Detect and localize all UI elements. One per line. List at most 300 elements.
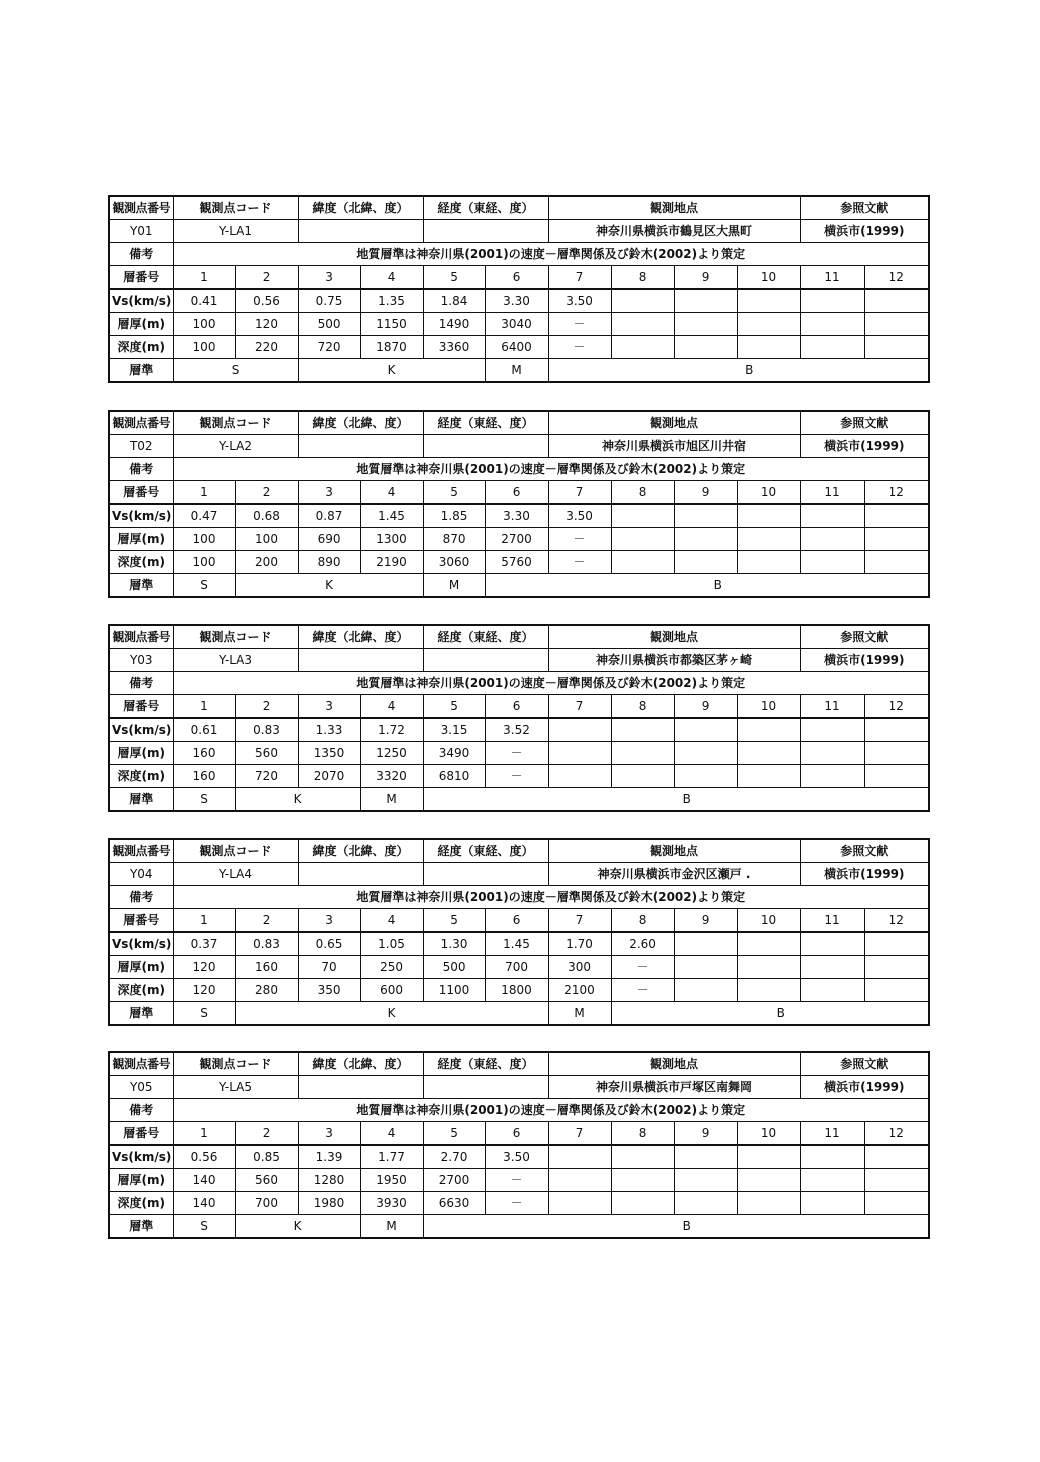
layer-number-cell: 7 xyxy=(548,695,611,719)
vs-cell: 1.30 xyxy=(423,932,485,956)
thickness-row xyxy=(109,956,929,979)
layer-number-row xyxy=(109,1122,929,1146)
layer-number-cell: 6 xyxy=(485,266,548,290)
depth-cell: 100 xyxy=(173,551,235,574)
reference-header: 参照文献 xyxy=(800,839,929,863)
layer-number-cell: 3 xyxy=(298,909,360,933)
stratum-label: 層準 xyxy=(109,574,173,598)
thickness-cell xyxy=(864,1169,929,1192)
header-row xyxy=(109,839,929,863)
station-table xyxy=(108,410,930,598)
station-code: Y-LA2 xyxy=(173,435,298,458)
station-table-3 xyxy=(108,624,930,812)
depth-cell xyxy=(737,765,800,788)
layer-number-cell: 9 xyxy=(674,1122,737,1146)
vs-cell: 1.05 xyxy=(360,932,423,956)
layer-number-cell: 9 xyxy=(674,266,737,290)
station-table xyxy=(108,1051,930,1239)
thickness-cell: 250 xyxy=(360,956,423,979)
vs-cell xyxy=(800,932,864,956)
thickness-cell: 100 xyxy=(173,313,235,336)
stratum-cell: M xyxy=(485,359,548,383)
remarks-label: 備考 xyxy=(109,243,173,266)
depth-cell: 3320 xyxy=(360,765,423,788)
thickness-cell xyxy=(800,742,864,765)
remarks-row xyxy=(109,1099,929,1122)
thickness-cell xyxy=(800,1169,864,1192)
station-no-header: 観測点番号 xyxy=(109,839,173,863)
thickness-cell: 1300 xyxy=(360,528,423,551)
station-code: Y-LA1 xyxy=(173,220,298,243)
layer-number-cell: 12 xyxy=(864,481,929,505)
thickness-cell: 1950 xyxy=(360,1169,423,1192)
vs-cell xyxy=(800,718,864,742)
reference-value: 横浜市(1999) xyxy=(800,1076,929,1099)
station-no: Y01 xyxy=(109,220,173,243)
remarks-label: 備考 xyxy=(109,672,173,695)
depth-cell: 600 xyxy=(360,979,423,1002)
remarks-row xyxy=(109,886,929,909)
layer-number-cell: 4 xyxy=(360,1122,423,1146)
depth-cell xyxy=(674,551,737,574)
vs-label: Vs(km/s) xyxy=(109,1145,173,1169)
depth-cell: 890 xyxy=(298,551,360,574)
vs-cell: 0.75 xyxy=(298,289,360,313)
thickness-label: 層厚(m) xyxy=(109,313,173,336)
depth-cell xyxy=(737,1192,800,1215)
latitude-header: 緯度（北緯、度） xyxy=(298,625,423,649)
stratum-cell: M xyxy=(360,1215,423,1239)
stratum-label: 層準 xyxy=(109,1002,173,1026)
station-table-2 xyxy=(108,410,930,598)
depth-cell: 1870 xyxy=(360,336,423,359)
header-row xyxy=(109,625,929,649)
depth-cell: 160 xyxy=(173,765,235,788)
stratum-cell: K xyxy=(235,1002,548,1026)
reference-header: 参照文献 xyxy=(800,411,929,435)
depth-cell: － xyxy=(548,336,611,359)
vs-cell xyxy=(674,504,737,528)
longitude-header: 経度（東経、度） xyxy=(423,411,548,435)
layer-number-cell: 3 xyxy=(298,266,360,290)
vs-cell xyxy=(737,504,800,528)
latitude-value xyxy=(298,649,423,672)
station-table-5 xyxy=(108,1051,930,1239)
layer-number-cell: 8 xyxy=(611,266,674,290)
stratum-cell: B xyxy=(423,1215,929,1239)
layer-number-cell: 5 xyxy=(423,909,485,933)
location-value: 神奈川県横浜市金沢区瀬戸 . xyxy=(548,863,800,886)
vs-cell: 0.83 xyxy=(235,718,298,742)
thickness-row xyxy=(109,742,929,765)
thickness-cell xyxy=(548,742,611,765)
station-no: Y03 xyxy=(109,649,173,672)
layer-number-cell: 11 xyxy=(800,909,864,933)
depth-cell: － xyxy=(548,551,611,574)
vs-cell xyxy=(737,1145,800,1169)
station-info-row xyxy=(109,863,929,886)
vs-cell: 0.56 xyxy=(235,289,298,313)
thickness-cell xyxy=(800,528,864,551)
vs-cell: 1.77 xyxy=(360,1145,423,1169)
depth-cell xyxy=(611,765,674,788)
vs-cell: 1.70 xyxy=(548,932,611,956)
depth-cell xyxy=(674,765,737,788)
thickness-cell xyxy=(611,1169,674,1192)
location-header: 観測地点 xyxy=(548,625,800,649)
station-info-row xyxy=(109,649,929,672)
latitude-header: 緯度（北緯、度） xyxy=(298,1052,423,1076)
depth-cell xyxy=(864,979,929,1002)
stratum-cell: M xyxy=(360,788,423,812)
depth-cell xyxy=(674,1192,737,1215)
station-code: Y-LA5 xyxy=(173,1076,298,1099)
remarks-label: 備考 xyxy=(109,1099,173,1122)
layer-number-cell: 6 xyxy=(485,909,548,933)
longitude-value xyxy=(423,435,548,458)
depth-cell: － xyxy=(611,979,674,1002)
longitude-value xyxy=(423,220,548,243)
location-header: 観測地点 xyxy=(548,839,800,863)
longitude-value xyxy=(423,649,548,672)
latitude-value xyxy=(298,220,423,243)
depth-cell xyxy=(548,765,611,788)
depth-cell xyxy=(864,1192,929,1215)
thickness-cell xyxy=(674,313,737,336)
thickness-row xyxy=(109,528,929,551)
vs-cell xyxy=(548,1145,611,1169)
layer-number-row xyxy=(109,266,929,290)
layer-number-row xyxy=(109,481,929,505)
layer-number-cell: 12 xyxy=(864,695,929,719)
vs-cell xyxy=(864,504,929,528)
thickness-cell xyxy=(611,528,674,551)
header-row xyxy=(109,1052,929,1076)
stratum-cell: B xyxy=(423,788,929,812)
vs-cell xyxy=(800,504,864,528)
vs-cell: 0.83 xyxy=(235,932,298,956)
station-table xyxy=(108,624,930,812)
depth-label: 深度(m) xyxy=(109,1192,173,1215)
thickness-cell: 300 xyxy=(548,956,611,979)
station-code-header: 観測点コード xyxy=(173,625,298,649)
layer-number-cell: 8 xyxy=(611,481,674,505)
layer-number-cell: 2 xyxy=(235,481,298,505)
vs-cell: 2.60 xyxy=(611,932,674,956)
layer-number-row xyxy=(109,909,929,933)
thickness-cell: 870 xyxy=(423,528,485,551)
depth-cell xyxy=(800,979,864,1002)
stratum-row xyxy=(109,1002,929,1026)
thickness-cell: 1280 xyxy=(298,1169,360,1192)
layer-number-cell: 10 xyxy=(737,695,800,719)
stratum-cell: B xyxy=(485,574,929,598)
vs-cell xyxy=(800,289,864,313)
station-no: Y05 xyxy=(109,1076,173,1099)
station-no-header: 観測点番号 xyxy=(109,625,173,649)
layer-number-cell: 7 xyxy=(548,909,611,933)
depth-cell xyxy=(800,765,864,788)
thickness-cell: 3040 xyxy=(485,313,548,336)
vs-cell xyxy=(611,289,674,313)
thickness-cell xyxy=(674,742,737,765)
vs-cell: 0.85 xyxy=(235,1145,298,1169)
thickness-cell: 100 xyxy=(173,528,235,551)
vs-row xyxy=(109,932,929,956)
layer-number-cell: 7 xyxy=(548,266,611,290)
remarks-text: 地質層準は神奈川県(2001)の速度－層準関係及び鈴木(2002)より策定 xyxy=(173,1099,929,1122)
reference-value: 横浜市(1999) xyxy=(800,220,929,243)
reference-header: 参照文献 xyxy=(800,1052,929,1076)
depth-cell xyxy=(800,551,864,574)
station-code: Y-LA4 xyxy=(173,863,298,886)
depth-cell: 3930 xyxy=(360,1192,423,1215)
thickness-cell: 690 xyxy=(298,528,360,551)
layer-number-cell: 12 xyxy=(864,266,929,290)
depth-row xyxy=(109,765,929,788)
vs-cell: 1.72 xyxy=(360,718,423,742)
stratum-cell: S xyxy=(173,788,235,812)
vs-cell xyxy=(611,718,674,742)
thickness-cell: 500 xyxy=(298,313,360,336)
layer-number-cell: 11 xyxy=(800,481,864,505)
vs-cell: 3.15 xyxy=(423,718,485,742)
layer-number-cell: 2 xyxy=(235,909,298,933)
depth-cell: 3060 xyxy=(423,551,485,574)
station-code-header: 観測点コード xyxy=(173,1052,298,1076)
station-table xyxy=(108,195,930,383)
depth-cell: 720 xyxy=(235,765,298,788)
thickness-cell: 2700 xyxy=(423,1169,485,1192)
depth-cell xyxy=(611,551,674,574)
station-info-row xyxy=(109,220,929,243)
layer-number-cell: 10 xyxy=(737,909,800,933)
depth-label: 深度(m) xyxy=(109,551,173,574)
thickness-cell: 160 xyxy=(235,956,298,979)
station-code-header: 観測点コード xyxy=(173,411,298,435)
vs-cell xyxy=(737,932,800,956)
layer-number-cell: 8 xyxy=(611,695,674,719)
depth-cell xyxy=(864,551,929,574)
layer-number-cell: 6 xyxy=(485,695,548,719)
vs-cell xyxy=(864,1145,929,1169)
layer-no-label: 層番号 xyxy=(109,266,173,290)
station-no-header: 観測点番号 xyxy=(109,196,173,220)
station-info-row xyxy=(109,1076,929,1099)
depth-cell: 220 xyxy=(235,336,298,359)
thickness-label: 層厚(m) xyxy=(109,1169,173,1192)
depth-row xyxy=(109,551,929,574)
thickness-cell: － xyxy=(485,742,548,765)
layer-number-cell: 1 xyxy=(173,1122,235,1146)
vs-cell xyxy=(611,504,674,528)
vs-cell: 1.33 xyxy=(298,718,360,742)
stratum-cell: S xyxy=(173,574,235,598)
vs-cell: 3.30 xyxy=(485,289,548,313)
remarks-label: 備考 xyxy=(109,458,173,481)
latitude-value xyxy=(298,863,423,886)
vs-label: Vs(km/s) xyxy=(109,504,173,528)
depth-cell xyxy=(548,1192,611,1215)
vs-cell: 1.45 xyxy=(360,504,423,528)
location-header: 観測地点 xyxy=(548,196,800,220)
layer-no-label: 層番号 xyxy=(109,481,173,505)
vs-cell: 0.37 xyxy=(173,932,235,956)
layer-number-cell: 4 xyxy=(360,695,423,719)
vs-row xyxy=(109,289,929,313)
thickness-cell xyxy=(864,313,929,336)
depth-cell: 140 xyxy=(173,1192,235,1215)
reference-value: 横浜市(1999) xyxy=(800,435,929,458)
layer-number-cell: 5 xyxy=(423,1122,485,1146)
depth-cell: 280 xyxy=(235,979,298,1002)
remarks-text: 地質層準は神奈川県(2001)の速度－層準関係及び鈴木(2002)より策定 xyxy=(173,458,929,481)
stratum-row xyxy=(109,574,929,598)
thickness-cell xyxy=(737,313,800,336)
layer-number-cell: 12 xyxy=(864,909,929,933)
layer-number-cell: 10 xyxy=(737,1122,800,1146)
depth-cell xyxy=(800,336,864,359)
vs-row xyxy=(109,504,929,528)
location-header: 観測地点 xyxy=(548,1052,800,1076)
vs-cell: 3.50 xyxy=(485,1145,548,1169)
vs-cell: 1.84 xyxy=(423,289,485,313)
layer-number-cell: 6 xyxy=(485,1122,548,1146)
longitude-header: 経度（東経、度） xyxy=(423,839,548,863)
thickness-label: 層厚(m) xyxy=(109,956,173,979)
thickness-label: 層厚(m) xyxy=(109,528,173,551)
vs-cell xyxy=(864,932,929,956)
depth-cell xyxy=(611,1192,674,1215)
thickness-cell: － xyxy=(548,313,611,336)
stratum-label: 層準 xyxy=(109,359,173,383)
depth-cell xyxy=(674,336,737,359)
thickness-cell: 100 xyxy=(235,528,298,551)
thickness-cell: 120 xyxy=(173,956,235,979)
layer-number-cell: 3 xyxy=(298,481,360,505)
station-info-row xyxy=(109,435,929,458)
layer-number-cell: 1 xyxy=(173,266,235,290)
vs-cell xyxy=(800,1145,864,1169)
thickness-cell xyxy=(800,313,864,336)
vs-cell: 0.68 xyxy=(235,504,298,528)
depth-cell: 6810 xyxy=(423,765,485,788)
depth-cell: 1800 xyxy=(485,979,548,1002)
thickness-cell: 1150 xyxy=(360,313,423,336)
depth-cell: 1980 xyxy=(298,1192,360,1215)
thickness-cell: 2700 xyxy=(485,528,548,551)
vs-cell xyxy=(737,718,800,742)
stratum-row xyxy=(109,788,929,812)
thickness-cell: － xyxy=(611,956,674,979)
thickness-cell: 700 xyxy=(485,956,548,979)
reference-header: 参照文献 xyxy=(800,625,929,649)
remarks-row xyxy=(109,672,929,695)
layer-number-row xyxy=(109,695,929,719)
vs-cell: 1.45 xyxy=(485,932,548,956)
layer-number-cell: 7 xyxy=(548,1122,611,1146)
vs-label: Vs(km/s) xyxy=(109,932,173,956)
layer-number-cell: 2 xyxy=(235,695,298,719)
remarks-text: 地質層準は神奈川県(2001)の速度－層準関係及び鈴木(2002)より策定 xyxy=(173,243,929,266)
vs-cell xyxy=(737,289,800,313)
vs-cell: 0.65 xyxy=(298,932,360,956)
depth-cell: 6400 xyxy=(485,336,548,359)
stratum-label: 層準 xyxy=(109,1215,173,1239)
depth-cell xyxy=(800,1192,864,1215)
layer-number-cell: 5 xyxy=(423,695,485,719)
layer-number-cell: 4 xyxy=(360,481,423,505)
header-row xyxy=(109,411,929,435)
station-no-header: 観測点番号 xyxy=(109,411,173,435)
vs-cell: 3.50 xyxy=(548,289,611,313)
latitude-header: 緯度（北緯、度） xyxy=(298,196,423,220)
stratum-cell: M xyxy=(548,1002,611,1026)
vs-cell xyxy=(674,718,737,742)
depth-cell: 120 xyxy=(173,979,235,1002)
layer-number-cell: 10 xyxy=(737,266,800,290)
thickness-cell xyxy=(737,528,800,551)
layer-number-cell: 11 xyxy=(800,266,864,290)
remarks-text: 地質層準は神奈川県(2001)の速度－層準関係及び鈴木(2002)より策定 xyxy=(173,886,929,909)
thickness-cell: 1350 xyxy=(298,742,360,765)
vs-label: Vs(km/s) xyxy=(109,718,173,742)
longitude-value xyxy=(423,863,548,886)
layer-number-cell: 5 xyxy=(423,481,485,505)
depth-cell: 3360 xyxy=(423,336,485,359)
vs-cell xyxy=(864,289,929,313)
depth-cell: 720 xyxy=(298,336,360,359)
layer-number-cell: 1 xyxy=(173,481,235,505)
layer-number-cell: 11 xyxy=(800,695,864,719)
latitude-value xyxy=(298,1076,423,1099)
thickness-cell xyxy=(611,313,674,336)
vs-cell xyxy=(674,1145,737,1169)
layer-number-cell: 3 xyxy=(298,1122,360,1146)
layer-number-cell: 8 xyxy=(611,1122,674,1146)
stratum-cell: K xyxy=(298,359,485,383)
depth-label: 深度(m) xyxy=(109,336,173,359)
station-table-4 xyxy=(108,838,930,1026)
thickness-row xyxy=(109,313,929,336)
depth-cell: 5760 xyxy=(485,551,548,574)
stratum-row xyxy=(109,1215,929,1239)
stratum-cell: B xyxy=(611,1002,929,1026)
stratum-cell: K xyxy=(235,574,423,598)
station-no-header: 観測点番号 xyxy=(109,1052,173,1076)
thickness-cell: － xyxy=(485,1169,548,1192)
vs-cell: 1.39 xyxy=(298,1145,360,1169)
layer-number-cell: 4 xyxy=(360,266,423,290)
station-table xyxy=(108,838,930,1026)
vs-cell: 0.47 xyxy=(173,504,235,528)
thickness-cell xyxy=(737,1169,800,1192)
layer-number-cell: 1 xyxy=(173,909,235,933)
thickness-cell: 560 xyxy=(235,742,298,765)
stratum-cell: B xyxy=(548,359,929,383)
thickness-cell xyxy=(864,528,929,551)
thickness-cell: 140 xyxy=(173,1169,235,1192)
thickness-cell xyxy=(674,1169,737,1192)
remarks-text: 地質層準は神奈川県(2001)の速度－層準関係及び鈴木(2002)より策定 xyxy=(173,672,929,695)
thickness-cell xyxy=(737,956,800,979)
location-value: 神奈川県横浜市戸塚区南舞岡 xyxy=(548,1076,800,1099)
thickness-cell xyxy=(548,1169,611,1192)
layer-number-cell: 12 xyxy=(864,1122,929,1146)
layer-no-label: 層番号 xyxy=(109,695,173,719)
layer-no-label: 層番号 xyxy=(109,909,173,933)
latitude-header: 緯度（北緯、度） xyxy=(298,411,423,435)
